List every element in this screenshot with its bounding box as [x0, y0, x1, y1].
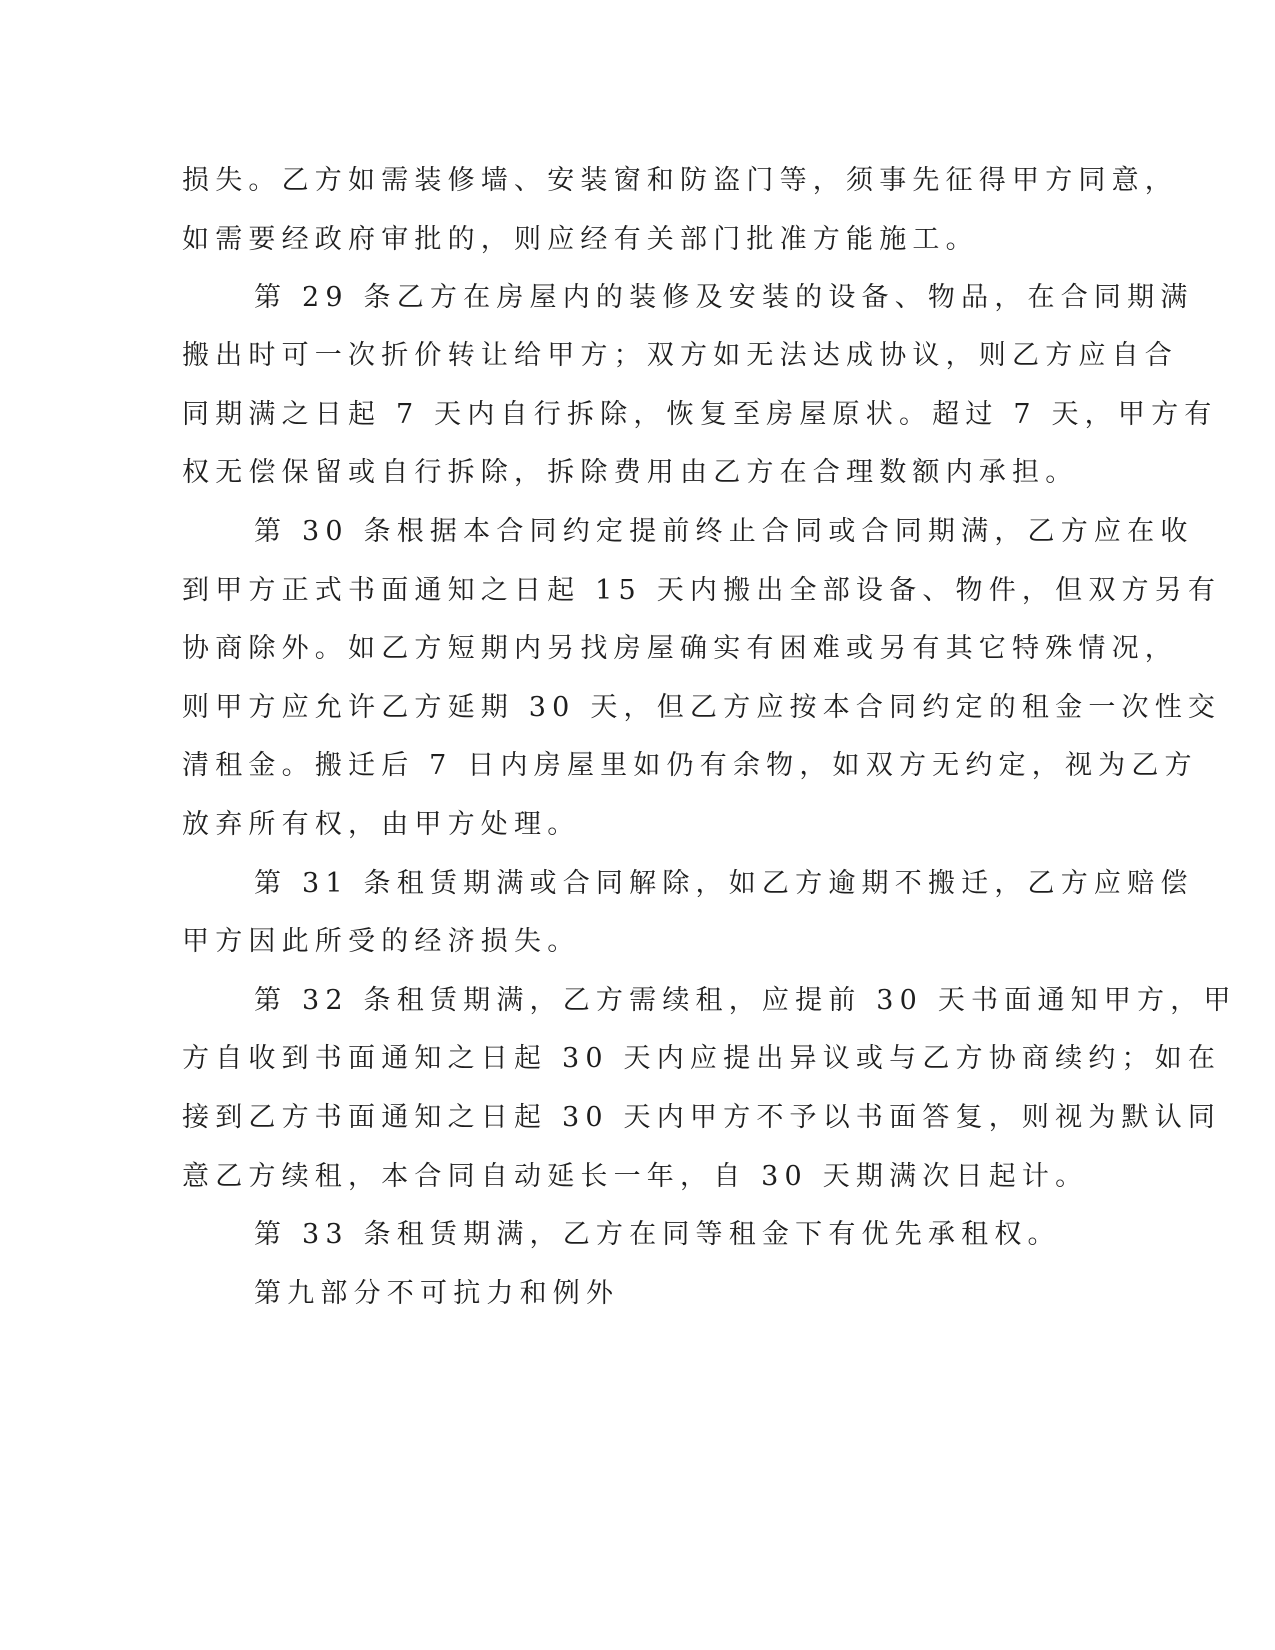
article-30-first-line: 第 30 条根据本合同约定提前终止合同或合同期满，乙方应在收 [254, 516, 1194, 547]
article-33-line: 第 33 条租赁期满，乙方在同等租金下有优先承租权。 [254, 1219, 1061, 1250]
text-line: 方自收到书面通知之日起 30 天内应提出异议或与乙方协商续约；如在 [182, 1043, 1222, 1074]
text-line: 损失。乙方如需装修墙、安装窗和防盗门等，须事先征得甲方同意， [182, 165, 1178, 196]
text-line: 如需要经政府审批的，则应经有关部门批准方能施工。 [182, 224, 979, 255]
text-line: 甲方因此所受的经济损失。 [182, 926, 581, 957]
text-line: 同期满之日起 7 天内自行拆除，恢复至房屋原状。超过 7 天，甲方有 [182, 399, 1218, 430]
text-line: 接到乙方书面通知之日起 30 天内甲方不予以书面答复，则视为默认同 [182, 1102, 1222, 1133]
text-line: 协商除外。如乙方短期内另找房屋确实有困难或另有其它特殊情况， [182, 633, 1178, 664]
text-line: 到甲方正式书面通知之日起 15 天内搬出全部设备、物件，但双方另有 [182, 575, 1222, 606]
text-line: 放弃所有权，由甲方处理。 [182, 809, 581, 840]
article-29-first-line: 第 29 条乙方在房屋内的装修及安装的设备、物品，在合同期满 [254, 282, 1194, 313]
article-32-first-line: 第 32 条租赁期满，乙方需续租，应提前 30 天书面通知甲方，甲 [254, 985, 1237, 1016]
article-31-first-line: 第 31 条租赁期满或合同解除，如乙方逾期不搬迁，乙方应赔偿 [254, 868, 1194, 899]
section-heading: 第九部分不可抗力和例外 [254, 1278, 620, 1309]
text-line: 清租金。搬迁后 7 日内房屋里如仍有余物，如双方无约定，视为乙方 [182, 750, 1198, 781]
text-line: 搬出时可一次折价转让给甲方；双方如无法达成协议，则乙方应自合 [182, 340, 1178, 371]
text-line: 则甲方应允许乙方延期 30 天，但乙方应按本合同约定的租金一次性交 [182, 692, 1222, 723]
text-line: 意乙方续租，本合同自动延长一年，自 30 天期满次日起计。 [182, 1161, 1089, 1192]
text-line: 权无偿保留或自行拆除，拆除费用由乙方在合理数额内承担。 [182, 457, 1079, 488]
